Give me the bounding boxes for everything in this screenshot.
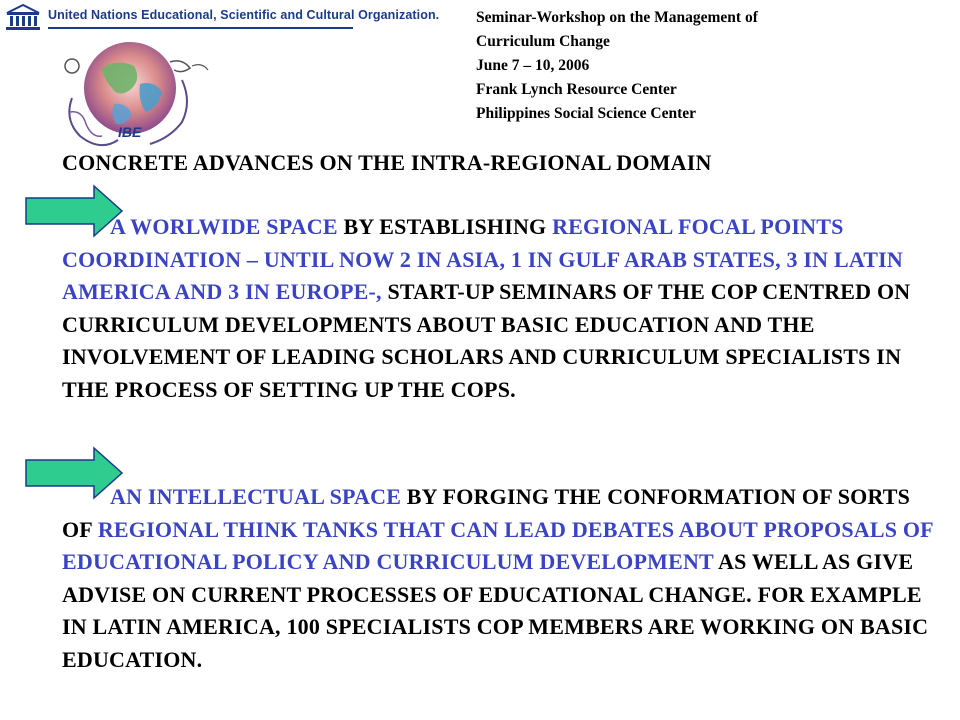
org-name: United Nations Educational, Scientific and Cultural Organization. bbox=[48, 8, 440, 22]
body-text: START-UP SEMINARS OF THE COP CENTRED ON CURRICULUM DEVELOPMENTS ABOUT BASIC EDUCATION AND THE INVOLVEMENT OF LEADING SCHOLARS AND CURRICULUM SPECIALISTS IN THE PROCESS OF SETTING UP THE COPS. bbox=[62, 279, 911, 402]
seminar-line: Frank Lynch Resource Center bbox=[476, 81, 677, 98]
seminar-info bbox=[476, 6, 758, 126]
org-rule bbox=[48, 27, 353, 29]
highlight-text: AN INTELLECTUAL SPACE bbox=[110, 484, 402, 509]
highlight-text: REGIONAL THINK TANKS THAT CAN LEAD DEBATES ABOUT PROPOSALS OF EDUCATIONAL POLICY AND CURRICULUM DEVELOPMENT bbox=[62, 516, 934, 574]
body-text: BY FORGING THE CONFORMATION OF SORTS OF bbox=[62, 484, 911, 542]
seminar-line: Curriculum Change bbox=[476, 33, 610, 50]
org-header bbox=[0, 0, 440, 36]
seminar-line: June 7 – 10, 2006 bbox=[476, 57, 590, 74]
seminar-line: Philippines Social Science Center bbox=[476, 105, 697, 122]
seminar-line: Seminar-Workshop on the Management of bbox=[476, 9, 758, 26]
ibe-logo bbox=[42, 40, 212, 160]
paragraph-intellectual-space bbox=[62, 481, 942, 676]
highlight-text: REGIONAL FOCAL POINTS COORDINATION – UNTIL NOW 2 IN ASIA, 1 IN GULF ARAB STATES, 3 IN LATIN AMERICA AND 3 IN EUROPE-, bbox=[62, 214, 903, 304]
ibe-label: IBE bbox=[118, 124, 142, 140]
body-text: AS WELL AS GIVE ADVISE ON CURRENT PROCESSES OF EDUCATIONAL CHANGE. FOR EXAMPLE IN LATIN AMERICA, 100 SPECIALISTS COP MEMBERS ARE WORKING ON BASIC EDUCATION. bbox=[62, 549, 929, 672]
highlight-text: A WORLWIDE SPACE bbox=[110, 214, 338, 239]
body-text: BY ESTABLISHING bbox=[337, 214, 553, 239]
paragraph-worldwide-space bbox=[62, 211, 942, 406]
ibe-globe-icon bbox=[42, 40, 212, 160]
slide-heading: CONCRETE ADVANCES ON THE INTRA-REGIONAL DOMAIN bbox=[62, 150, 712, 175]
unesco-temple-icon bbox=[4, 3, 42, 31]
